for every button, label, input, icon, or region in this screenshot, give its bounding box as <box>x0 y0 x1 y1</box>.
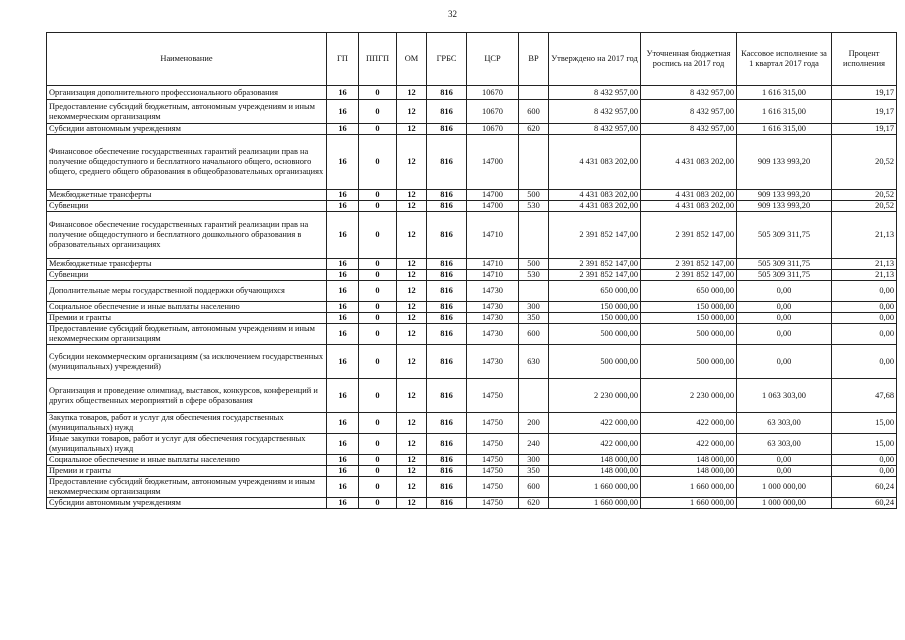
row-grbs: 816 <box>427 259 467 270</box>
header-grbs: ГРБС <box>427 33 467 86</box>
row-name: Субсидии автономным учреждениям <box>47 124 327 135</box>
table-row <box>47 413 897 434</box>
row-om: 12 <box>397 498 427 509</box>
row-approved: 4 431 083 202,00 <box>549 135 641 190</box>
row-percent: 20,52 <box>832 190 897 201</box>
row-om: 12 <box>397 466 427 477</box>
row-cash: 63 303,00 <box>737 413 832 434</box>
row-grbs: 816 <box>427 455 467 466</box>
table-row <box>47 324 897 345</box>
table-row <box>47 434 897 455</box>
row-gp: 16 <box>327 324 359 345</box>
row-om: 12 <box>397 259 427 270</box>
row-grbs: 816 <box>427 270 467 281</box>
row-refined: 2 230 000,00 <box>641 379 737 413</box>
row-grbs: 816 <box>427 302 467 313</box>
row-name: Организация и проведение олимпиад, выставок, конкурсов, конференций и других общественных мероприятий в сфере образования <box>47 379 327 413</box>
table-row <box>47 455 897 466</box>
row-gp: 16 <box>327 379 359 413</box>
row-refined: 148 000,00 <box>641 455 737 466</box>
row-ppgp: 0 <box>359 379 397 413</box>
row-vr: 620 <box>519 498 549 509</box>
row-csr: 14730 <box>467 302 519 313</box>
row-gp: 16 <box>327 259 359 270</box>
row-vr: 600 <box>519 477 549 498</box>
row-name: Закупка товаров, работ и услуг для обеспечения государственных (муниципальных) нужд <box>47 413 327 434</box>
row-om: 12 <box>397 201 427 212</box>
table-row <box>47 86 897 100</box>
row-ppgp: 0 <box>359 345 397 379</box>
row-gp: 16 <box>327 413 359 434</box>
row-vr: 350 <box>519 466 549 477</box>
row-csr: 14710 <box>467 212 519 259</box>
table-row <box>47 190 897 201</box>
row-cash: 909 133 993,20 <box>737 201 832 212</box>
row-approved: 148 000,00 <box>549 466 641 477</box>
row-vr: 600 <box>519 324 549 345</box>
row-approved: 2 230 000,00 <box>549 379 641 413</box>
row-vr <box>519 135 549 190</box>
row-gp: 16 <box>327 302 359 313</box>
row-grbs: 816 <box>427 324 467 345</box>
row-ppgp: 0 <box>359 313 397 324</box>
row-approved: 150 000,00 <box>549 313 641 324</box>
row-csr: 14750 <box>467 455 519 466</box>
row-percent: 20,52 <box>832 201 897 212</box>
table-row <box>47 135 897 190</box>
row-vr: 530 <box>519 201 549 212</box>
row-grbs: 816 <box>427 212 467 259</box>
row-ppgp: 0 <box>359 259 397 270</box>
row-csr: 14700 <box>467 201 519 212</box>
row-ppgp: 0 <box>359 270 397 281</box>
row-approved: 148 000,00 <box>549 455 641 466</box>
row-name: Социальное обеспечение и иные выплаты населению <box>47 455 327 466</box>
row-grbs: 816 <box>427 345 467 379</box>
row-approved: 4 431 083 202,00 <box>549 190 641 201</box>
row-percent: 19,17 <box>832 124 897 135</box>
header-row <box>47 33 897 86</box>
row-name: Социальное обеспечение и иные выплаты населению <box>47 302 327 313</box>
header-cash: Кассовое исполнение за 1 квартал 2017 года <box>737 33 832 86</box>
budget-execution-table <box>46 32 897 509</box>
row-om: 12 <box>397 324 427 345</box>
row-percent: 60,24 <box>832 498 897 509</box>
row-gp: 16 <box>327 466 359 477</box>
row-csr: 10670 <box>467 124 519 135</box>
row-approved: 8 432 957,00 <box>549 86 641 100</box>
row-cash: 505 309 311,75 <box>737 212 832 259</box>
row-refined: 2 391 852 147,00 <box>641 212 737 259</box>
row-ppgp: 0 <box>359 455 397 466</box>
row-csr: 14710 <box>467 259 519 270</box>
row-ppgp: 0 <box>359 201 397 212</box>
row-grbs: 816 <box>427 190 467 201</box>
row-approved: 422 000,00 <box>549 434 641 455</box>
row-name: Премии и гранты <box>47 313 327 324</box>
table-row <box>47 201 897 212</box>
row-ppgp: 0 <box>359 498 397 509</box>
row-cash: 505 309 311,75 <box>737 259 832 270</box>
row-om: 12 <box>397 313 427 324</box>
row-vr: 240 <box>519 434 549 455</box>
row-name: Иные закупки товаров, работ и услуг для обеспечения государственных (муниципальных) нужд <box>47 434 327 455</box>
table-row <box>47 477 897 498</box>
row-approved: 422 000,00 <box>549 413 641 434</box>
row-ppgp: 0 <box>359 477 397 498</box>
row-cash: 505 309 311,75 <box>737 270 832 281</box>
row-percent: 60,24 <box>832 477 897 498</box>
row-gp: 16 <box>327 100 359 124</box>
header-csr: ЦСР <box>467 33 519 86</box>
row-name: Предоставление субсидий бюджетным, автономным учреждениям и иным некоммерческим организациям <box>47 100 327 124</box>
row-grbs: 816 <box>427 477 467 498</box>
row-refined: 148 000,00 <box>641 466 737 477</box>
row-grbs: 816 <box>427 498 467 509</box>
row-refined: 650 000,00 <box>641 281 737 302</box>
row-percent: 21,13 <box>832 259 897 270</box>
row-gp: 16 <box>327 270 359 281</box>
page-number: 32 <box>448 9 457 19</box>
row-refined: 422 000,00 <box>641 413 737 434</box>
row-refined: 8 432 957,00 <box>641 100 737 124</box>
row-vr <box>519 86 549 100</box>
row-approved: 4 431 083 202,00 <box>549 201 641 212</box>
row-cash: 1 063 303,00 <box>737 379 832 413</box>
row-gp: 16 <box>327 313 359 324</box>
row-csr: 14750 <box>467 466 519 477</box>
row-vr <box>519 379 549 413</box>
row-om: 12 <box>397 477 427 498</box>
row-ppgp: 0 <box>359 135 397 190</box>
row-gp: 16 <box>327 455 359 466</box>
row-vr: 630 <box>519 345 549 379</box>
row-percent: 0,00 <box>832 302 897 313</box>
row-refined: 500 000,00 <box>641 345 737 379</box>
row-cash: 0,00 <box>737 455 832 466</box>
row-name: Субвенции <box>47 201 327 212</box>
row-cash: 0,00 <box>737 345 832 379</box>
row-om: 12 <box>397 212 427 259</box>
row-gp: 16 <box>327 212 359 259</box>
row-om: 12 <box>397 434 427 455</box>
row-ppgp: 0 <box>359 190 397 201</box>
row-name: Субсидии автономным учреждениям <box>47 498 327 509</box>
row-refined: 4 431 083 202,00 <box>641 190 737 201</box>
row-om: 12 <box>397 455 427 466</box>
row-refined: 1 660 000,00 <box>641 477 737 498</box>
row-refined: 4 431 083 202,00 <box>641 201 737 212</box>
row-percent: 47,68 <box>832 379 897 413</box>
row-om: 12 <box>397 379 427 413</box>
row-vr: 530 <box>519 270 549 281</box>
row-ppgp: 0 <box>359 212 397 259</box>
row-csr: 14750 <box>467 379 519 413</box>
row-percent: 0,00 <box>832 324 897 345</box>
row-name: Организация дополнительного профессионального образования <box>47 86 327 100</box>
row-refined: 2 391 852 147,00 <box>641 259 737 270</box>
row-csr: 14750 <box>467 434 519 455</box>
row-gp: 16 <box>327 201 359 212</box>
table-row <box>47 281 897 302</box>
row-csr: 14700 <box>467 135 519 190</box>
row-vr: 350 <box>519 313 549 324</box>
row-cash: 0,00 <box>737 302 832 313</box>
row-cash: 0,00 <box>737 313 832 324</box>
row-vr: 620 <box>519 124 549 135</box>
row-percent: 20,52 <box>832 135 897 190</box>
table-row <box>47 498 897 509</box>
row-percent: 0,00 <box>832 345 897 379</box>
row-refined: 422 000,00 <box>641 434 737 455</box>
row-gp: 16 <box>327 86 359 100</box>
row-gp: 16 <box>327 434 359 455</box>
row-ppgp: 0 <box>359 413 397 434</box>
row-csr: 14730 <box>467 313 519 324</box>
row-gp: 16 <box>327 345 359 379</box>
row-name: Премии и гранты <box>47 466 327 477</box>
row-grbs: 816 <box>427 434 467 455</box>
table-row <box>47 212 897 259</box>
row-refined: 8 432 957,00 <box>641 86 737 100</box>
row-approved: 2 391 852 147,00 <box>549 212 641 259</box>
row-vr: 500 <box>519 259 549 270</box>
row-name: Межбюджетные трансферты <box>47 259 327 270</box>
row-csr: 14730 <box>467 324 519 345</box>
header-approved: Утверждено на 2017 год <box>549 33 641 86</box>
row-grbs: 816 <box>427 135 467 190</box>
row-om: 12 <box>397 302 427 313</box>
row-om: 12 <box>397 270 427 281</box>
row-ppgp: 0 <box>359 100 397 124</box>
row-vr: 500 <box>519 190 549 201</box>
row-refined: 1 660 000,00 <box>641 498 737 509</box>
row-om: 12 <box>397 135 427 190</box>
row-name: Дополнительные меры государственной поддержки обучающихся <box>47 281 327 302</box>
row-ppgp: 0 <box>359 124 397 135</box>
row-om: 12 <box>397 190 427 201</box>
row-approved: 2 391 852 147,00 <box>549 270 641 281</box>
row-approved: 2 391 852 147,00 <box>549 259 641 270</box>
row-grbs: 816 <box>427 281 467 302</box>
row-om: 12 <box>397 100 427 124</box>
header-refined: Уточненная бюджетная роспись на 2017 год <box>641 33 737 86</box>
row-percent: 21,13 <box>832 270 897 281</box>
row-percent: 15,00 <box>832 434 897 455</box>
row-ppgp: 0 <box>359 86 397 100</box>
row-gp: 16 <box>327 124 359 135</box>
row-refined: 2 391 852 147,00 <box>641 270 737 281</box>
row-cash: 0,00 <box>737 466 832 477</box>
row-csr: 14700 <box>467 190 519 201</box>
header-vr: ВР <box>519 33 549 86</box>
row-name: Предоставление субсидий бюджетным, автономным учреждениям и иным некоммерческим организациям <box>47 324 327 345</box>
row-ppgp: 0 <box>359 281 397 302</box>
row-percent: 19,17 <box>832 86 897 100</box>
table-row <box>47 270 897 281</box>
table-body <box>47 86 897 509</box>
row-percent: 0,00 <box>832 281 897 302</box>
row-gp: 16 <box>327 135 359 190</box>
row-ppgp: 0 <box>359 302 397 313</box>
row-approved: 8 432 957,00 <box>549 124 641 135</box>
table-row <box>47 100 897 124</box>
table-row <box>47 466 897 477</box>
row-cash: 63 303,00 <box>737 434 832 455</box>
row-refined: 150 000,00 <box>641 313 737 324</box>
row-csr: 14730 <box>467 345 519 379</box>
row-approved: 1 660 000,00 <box>549 477 641 498</box>
row-approved: 1 660 000,00 <box>549 498 641 509</box>
row-om: 12 <box>397 345 427 379</box>
table-row <box>47 302 897 313</box>
row-refined: 500 000,00 <box>641 324 737 345</box>
row-vr: 300 <box>519 455 549 466</box>
row-grbs: 816 <box>427 100 467 124</box>
row-percent: 21,13 <box>832 212 897 259</box>
row-grbs: 816 <box>427 413 467 434</box>
row-gp: 16 <box>327 190 359 201</box>
row-cash: 1 000 000,00 <box>737 477 832 498</box>
row-name: Финансовое обеспечение государственных гарантий реализации прав на получение общедоступного и бесплатного дошкольного образования в образовательных организациях <box>47 212 327 259</box>
header-name: Наименование <box>47 33 327 86</box>
row-csr: 14750 <box>467 477 519 498</box>
row-cash: 1 000 000,00 <box>737 498 832 509</box>
row-approved: 500 000,00 <box>549 345 641 379</box>
row-refined: 4 431 083 202,00 <box>641 135 737 190</box>
row-cash: 1 616 315,00 <box>737 124 832 135</box>
header-gp: ГП <box>327 33 359 86</box>
row-csr: 10670 <box>467 86 519 100</box>
row-grbs: 816 <box>427 86 467 100</box>
row-csr: 10670 <box>467 100 519 124</box>
table-row <box>47 259 897 270</box>
row-csr: 14710 <box>467 270 519 281</box>
row-ppgp: 0 <box>359 466 397 477</box>
header-om: ОМ <box>397 33 427 86</box>
row-cash: 909 133 993,20 <box>737 190 832 201</box>
table-row <box>47 313 897 324</box>
row-name: Финансовое обеспечение государственных гарантий реализации прав на получение общедоступного и бесплатного начального общего, основного общего, среднего общего образования в общеобразовательных организациях <box>47 135 327 190</box>
row-refined: 8 432 957,00 <box>641 124 737 135</box>
row-om: 12 <box>397 86 427 100</box>
row-cash: 0,00 <box>737 324 832 345</box>
row-approved: 150 000,00 <box>549 302 641 313</box>
row-percent: 0,00 <box>832 455 897 466</box>
row-refined: 150 000,00 <box>641 302 737 313</box>
row-vr <box>519 281 549 302</box>
row-ppgp: 0 <box>359 324 397 345</box>
row-name: Субсидии некоммерческим организациям (за исключением государственных (муниципальных) учреждений) <box>47 345 327 379</box>
row-percent: 15,00 <box>832 413 897 434</box>
row-name: Субвенции <box>47 270 327 281</box>
row-ppgp: 0 <box>359 434 397 455</box>
row-cash: 1 616 315,00 <box>737 86 832 100</box>
row-om: 12 <box>397 281 427 302</box>
row-gp: 16 <box>327 281 359 302</box>
row-approved: 650 000,00 <box>549 281 641 302</box>
row-cash: 0,00 <box>737 281 832 302</box>
row-grbs: 816 <box>427 466 467 477</box>
row-om: 12 <box>397 124 427 135</box>
table-row <box>47 124 897 135</box>
row-percent: 0,00 <box>832 313 897 324</box>
row-name: Предоставление субсидий бюджетным, автономным учреждениям и иным некоммерческим организациям <box>47 477 327 498</box>
row-name: Межбюджетные трансферты <box>47 190 327 201</box>
row-grbs: 816 <box>427 313 467 324</box>
table-header <box>47 33 897 86</box>
row-gp: 16 <box>327 477 359 498</box>
row-cash: 909 133 993,20 <box>737 135 832 190</box>
row-om: 12 <box>397 413 427 434</box>
row-percent: 0,00 <box>832 466 897 477</box>
row-grbs: 816 <box>427 124 467 135</box>
header-ppgp: ППГП <box>359 33 397 86</box>
row-vr: 300 <box>519 302 549 313</box>
row-vr: 600 <box>519 100 549 124</box>
row-vr <box>519 212 549 259</box>
header-percent: Процент исполнения <box>832 33 897 86</box>
row-vr: 200 <box>519 413 549 434</box>
row-percent: 19,17 <box>832 100 897 124</box>
row-csr: 14750 <box>467 413 519 434</box>
row-approved: 500 000,00 <box>549 324 641 345</box>
row-grbs: 816 <box>427 201 467 212</box>
row-csr: 14730 <box>467 281 519 302</box>
row-approved: 8 432 957,00 <box>549 100 641 124</box>
row-cash: 1 616 315,00 <box>737 100 832 124</box>
row-grbs: 816 <box>427 379 467 413</box>
row-gp: 16 <box>327 498 359 509</box>
table-row <box>47 379 897 413</box>
row-csr: 14750 <box>467 498 519 509</box>
table-row <box>47 345 897 379</box>
